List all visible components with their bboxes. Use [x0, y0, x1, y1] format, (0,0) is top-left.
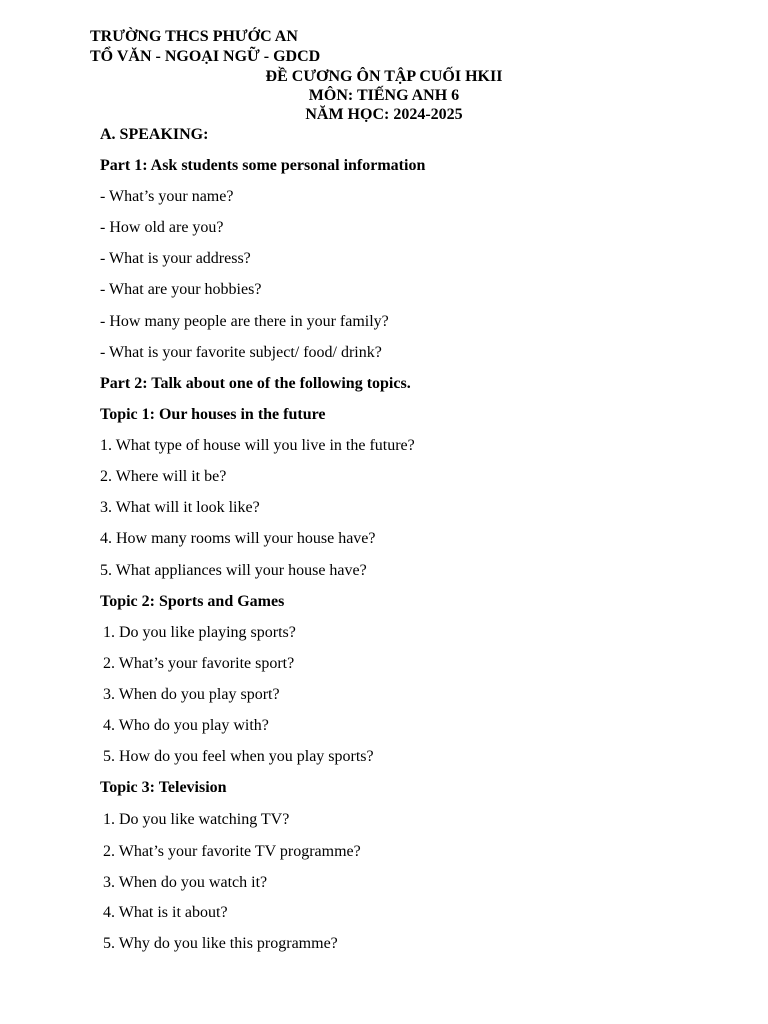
- part1-question: - How old are you?: [100, 219, 224, 236]
- topic-question: 2. What’s your favorite sport?: [103, 655, 295, 672]
- part1-question: - What are your hobbies?: [100, 281, 262, 298]
- topic-question: 4. How many rooms will your house have?: [100, 530, 376, 547]
- section-heading: A. SPEAKING:: [100, 126, 209, 143]
- topic-question: 4. Who do you play with?: [103, 717, 269, 734]
- topic-question: 1. What type of house will you live in the future?: [100, 437, 415, 454]
- school-name: TRƯỜNG THCS PHƯỚC AN: [90, 28, 298, 45]
- topic-question: 5. How do you feel when you play sports?: [103, 748, 374, 765]
- topic-question: 1. Do you like playing sports?: [103, 624, 296, 641]
- part1-heading: Part 1: Ask students some personal information: [100, 157, 426, 174]
- subject-title: MÔN: TIẾNG ANH 6: [308, 87, 460, 104]
- document-title: ĐỀ CƯƠNG ÔN TẬP CUỐI HKII: [265, 68, 503, 85]
- part1-question: - What is your address?: [100, 250, 251, 267]
- department-name: TỔ VĂN - NGOẠI NGỮ - GDCD: [90, 48, 321, 65]
- topic-title: Topic 2: Sports and Games: [100, 593, 285, 610]
- topic-question: 3. What will it look like?: [100, 499, 260, 516]
- part1-question: - How many people are there in your family?: [100, 313, 389, 330]
- school-year: NĂM HỌC: 2024-2025: [305, 106, 463, 123]
- topic-question: 5. What appliances will your house have?: [100, 562, 367, 579]
- topic-question: 2. Where will it be?: [100, 468, 227, 485]
- topic-question: 3. When do you watch it?: [103, 874, 268, 891]
- part1-question: - What is your favorite subject/ food/ drink?: [100, 344, 382, 361]
- part1-question: - What’s your name?: [100, 188, 234, 205]
- topic-title: Topic 1: Our houses in the future: [100, 406, 326, 423]
- topic-title: Topic 3: Television: [100, 779, 227, 796]
- topic-question: 2. What’s your favorite TV programme?: [103, 843, 361, 860]
- topic-question: 3. When do you play sport?: [103, 686, 280, 703]
- topic-question: 1. Do you like watching TV?: [103, 811, 290, 828]
- topic-question: 5. Why do you like this programme?: [103, 935, 338, 952]
- part2-heading: Part 2: Talk about one of the following topics.: [100, 375, 411, 392]
- topic-question: 4. What is it about?: [103, 904, 228, 921]
